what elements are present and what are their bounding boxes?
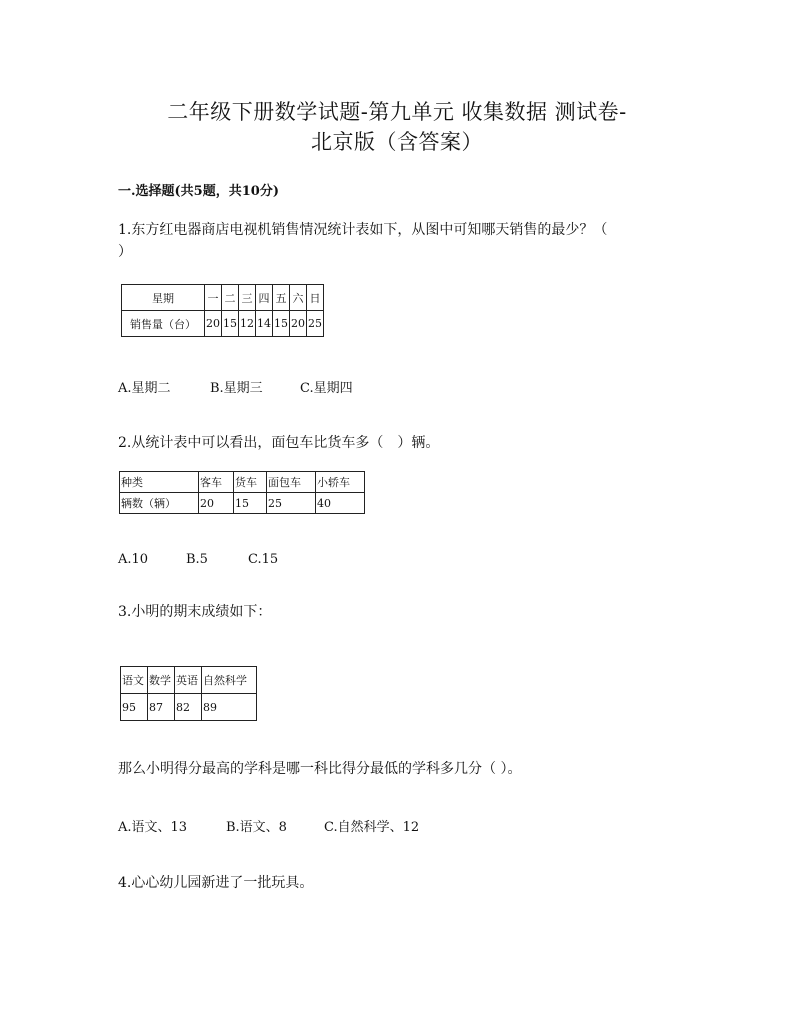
table-cell: 82 <box>175 694 202 721</box>
table-header-cell: 英语 <box>175 667 202 694</box>
table-header-cell: 小轿车 <box>316 472 365 493</box>
question-1-text <box>118 219 678 263</box>
table-cell: 25 <box>267 493 316 514</box>
title-line-1: 二年级下册数学试题-第九单元 收集数据 测试卷- <box>167 100 627 124</box>
table-cell: 14 <box>256 311 273 337</box>
table-header-cell: 数学 <box>148 667 175 694</box>
table-cell: 87 <box>148 694 175 721</box>
table-row <box>122 311 324 337</box>
table-header-cell: 星期 <box>122 285 205 311</box>
table-row <box>121 667 257 694</box>
option-a[interactable]: A.语文、13 <box>118 820 188 835</box>
table-cell: 15 <box>234 493 267 514</box>
table-row-label: 辆数（辆） <box>120 493 199 514</box>
option-c[interactable]: C.15 <box>248 552 279 567</box>
option-c[interactable]: C.星期四 <box>300 381 353 396</box>
option-a[interactable]: A.10 <box>118 552 149 567</box>
table-cell: 20 <box>290 311 307 337</box>
option-b[interactable]: B.星期三 <box>210 381 263 396</box>
question-2-text: 2.从统计表中可以看出，面包车比货车多（ ）辆。 <box>118 435 440 451</box>
table-cell: 40 <box>316 493 365 514</box>
table-header-cell: 种类 <box>120 472 199 493</box>
table-cell: 20 <box>205 311 222 337</box>
question-2-options <box>118 552 278 567</box>
table-header-cell: 面包车 <box>267 472 316 493</box>
question-1-line-2: ） <box>118 244 132 260</box>
table-row <box>120 472 365 493</box>
table-header-cell: 五 <box>273 285 290 311</box>
option-c[interactable]: C.自然科学、12 <box>324 820 420 835</box>
question-1-line-1: 1.东方红电器商店电视机销售情况统计表如下，从图中可知哪天销售的最少？（ <box>118 222 608 238</box>
table-header-cell: 三 <box>239 285 256 311</box>
table-header-cell: 自然科学 <box>202 667 257 694</box>
table-header-cell: 货车 <box>234 472 267 493</box>
table-cell: 15 <box>222 311 239 337</box>
question-3-text: 3.小明的期末成绩如下： <box>118 604 272 620</box>
sales-table <box>121 284 324 337</box>
vehicle-table <box>119 471 365 514</box>
scores-table <box>120 666 257 721</box>
question-4-text: 4.心心幼儿园新进了一批玩具。 <box>118 875 314 891</box>
option-b[interactable]: B.5 <box>186 552 208 567</box>
table-header-cell: 客车 <box>199 472 234 493</box>
table-header-cell: 六 <box>290 285 307 311</box>
question-1-options <box>118 377 353 396</box>
table-header-cell: 四 <box>256 285 273 311</box>
table-row <box>122 285 324 311</box>
table-header-cell: 语文 <box>121 667 148 694</box>
table-cell: 95 <box>121 694 148 721</box>
table-row-label: 销售量（台） <box>122 311 205 337</box>
table-header-cell: 日 <box>307 285 324 311</box>
table-cell: 15 <box>273 311 290 337</box>
question-3-prompt: 那么小明得分最高的学科是哪一科比得分最低的学科多几分（ ）。 <box>118 761 522 777</box>
table-cell: 12 <box>239 311 256 337</box>
page-title <box>0 97 794 157</box>
table-cell: 20 <box>199 493 234 514</box>
option-a[interactable]: A.星期二 <box>118 381 171 396</box>
table-row <box>120 493 365 514</box>
section-heading: 一.选择题(共5题，共10分) <box>118 184 279 199</box>
question-3-options <box>118 816 419 835</box>
option-b[interactable]: B.语文、8 <box>226 820 287 835</box>
table-header-cell: 一 <box>205 285 222 311</box>
title-line-2: 北京版（含答案） <box>311 130 483 154</box>
table-cell: 25 <box>307 311 324 337</box>
table-header-cell: 二 <box>222 285 239 311</box>
table-cell: 89 <box>202 694 257 721</box>
table-row <box>121 694 257 721</box>
